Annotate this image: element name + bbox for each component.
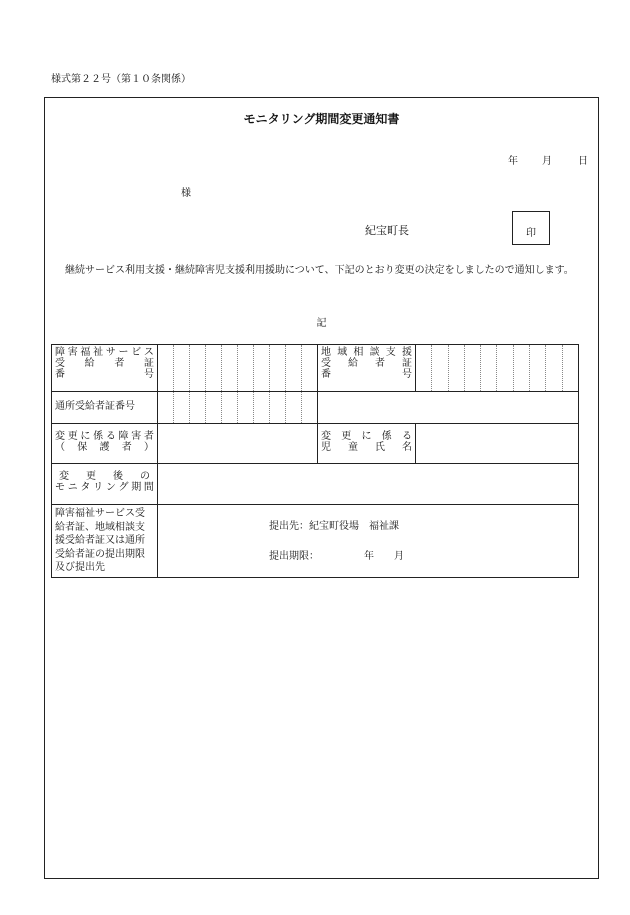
digit-boxes (158, 392, 317, 423)
recipient-number-field[interactable] (157, 344, 317, 391)
label-line: 地 域 相 談 支 援 (321, 347, 412, 358)
deadline-year-label: 年 (364, 551, 374, 562)
row2-blank (317, 391, 579, 423)
label-line: 障 害 福 祉 サ ー ビ ス (55, 347, 154, 358)
regional-consultation-number-label (317, 344, 415, 391)
body-text: 継続サービス利用支援・継続障害児支援利用援助について、下記のとおり変更の決定をしましたので通知します。 (65, 265, 574, 276)
date-year-label: 年 (508, 156, 518, 167)
day-service-number-field[interactable] (157, 391, 317, 423)
deadline-month-label: 月 (394, 551, 404, 562)
submission-label (51, 504, 157, 578)
label-line: 変 更 に 係 る (321, 431, 412, 442)
person-with-disability-label (51, 423, 157, 463)
monitoring-period-field[interactable] (157, 463, 579, 504)
ki-marker: 記 (316, 318, 327, 329)
form-number: 様式第２２号（第１０条関係） (51, 74, 191, 85)
label-line: （ 保 護 者 ） (55, 442, 154, 453)
date-day-label: 日 (578, 156, 588, 167)
label-line: 変 更 後 の (59, 471, 150, 482)
digit-boxes (158, 345, 317, 391)
submission-field (157, 504, 579, 578)
deadline-label: 提出期限： (269, 551, 319, 562)
date-month-label: 月 (542, 156, 552, 167)
addressee-suffix: 様 (181, 188, 191, 199)
label-line: 受 給 者 証 (321, 358, 412, 369)
label-line: 給者証、地域相談支 (55, 521, 145, 533)
child-name-field[interactable] (415, 423, 579, 463)
regional-consultation-number-field[interactable] (415, 344, 579, 391)
monitoring-period-label (51, 463, 157, 504)
person-with-disability-field[interactable] (157, 423, 317, 463)
label-line: 番 号 (55, 369, 154, 380)
label-line: モ ニ タ リ ン グ 期 間 (55, 482, 154, 493)
digit-boxes (416, 345, 578, 391)
submission-destination: 提出先：紀宝町役場 福祉課 (269, 521, 399, 532)
label-line: 変 更 に 係 る 障 害 者 (55, 431, 154, 442)
seal-label: 印 (526, 227, 536, 239)
issuer-name: 紀宝町長 (365, 224, 409, 237)
recipient-number-label (51, 344, 157, 391)
day-service-number-label: 通所受給者証番号 (51, 391, 157, 423)
label-line: 児 童 氏 名 (321, 442, 412, 453)
label-line: 番 号 (321, 369, 412, 380)
form-title: モニタリング期間変更通知書 (243, 112, 400, 126)
seal-box (512, 211, 550, 245)
notice-form (44, 97, 599, 879)
label-line: 及び提出先 (55, 562, 105, 573)
label-line: 受 給 者 証 (55, 358, 154, 369)
label-line: 受給者証の提出期限 (55, 548, 145, 560)
child-name-label (317, 423, 415, 463)
label-line: 障害福祉サービス受 (55, 508, 145, 519)
label-line: 援受給者証又は通所 (55, 535, 145, 546)
